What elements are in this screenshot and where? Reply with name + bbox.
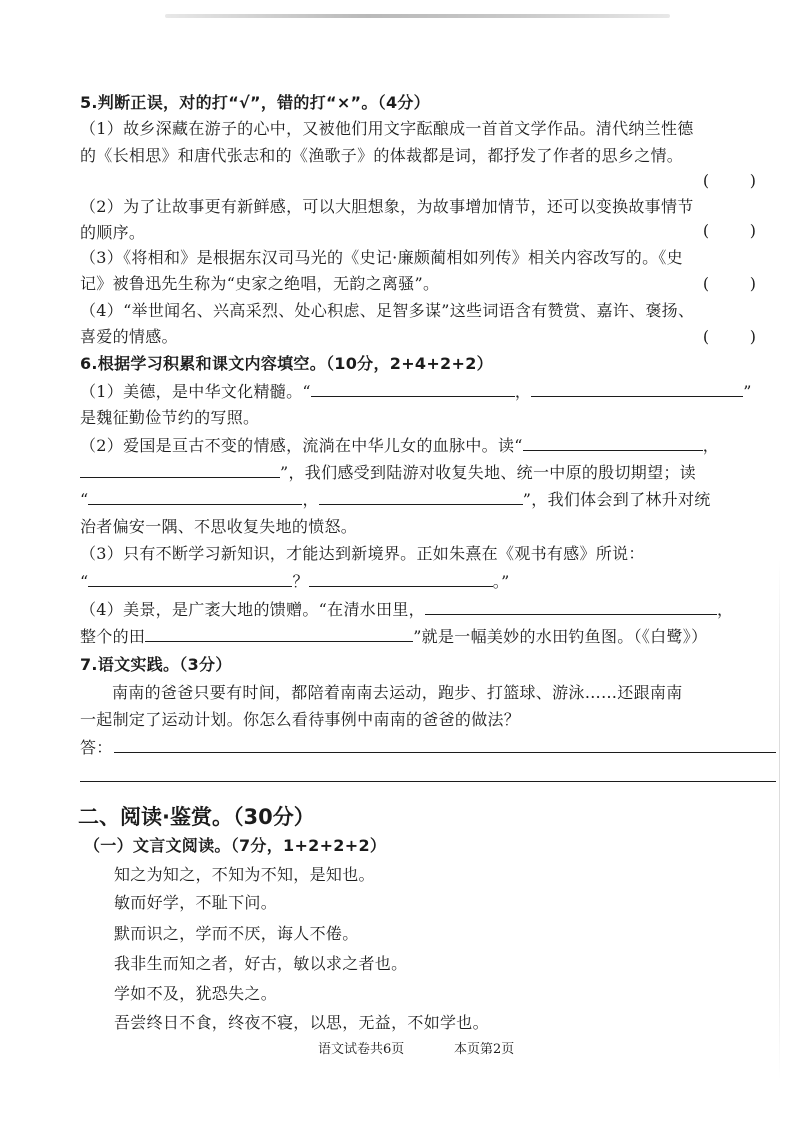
q5-item2-line1: （2）为了让故事更有新鲜感，可以大胆想象，为故事增加情节，还可以变换故事情节 <box>80 197 694 216</box>
q6-s3-line1: （3）只有不断学习新知识，才能达到新境界。正如朱熹在《观书有感》所说： <box>80 544 645 563</box>
q6-title: 6.根据学习积累和课文内容填空。（10分，2+4+2+2） <box>80 354 493 373</box>
q6-s4-blank1[interactable] <box>425 598 717 615</box>
q5-item3-line1: （3）《将相和》是根据东汉司马光的《史记·廉颇蔺相如列传》相关内容改写的。《史 <box>80 248 683 267</box>
q6-s4-line1 <box>80 598 733 621</box>
q6-s1-blank2[interactable] <box>531 380 743 397</box>
section2-title: 二、阅读·鉴赏。（30分） <box>78 805 315 829</box>
q7-title: 7.语文实践。（3分） <box>80 655 232 674</box>
q6-s3-blank2[interactable] <box>309 570 493 587</box>
q6-s4-blank2[interactable] <box>145 625 413 642</box>
q6-s1-line2: 是魏征勤俭节约的写照。 <box>80 408 260 427</box>
q6-s2-text: （2）爱国是亘古不变的情感，流淌在中华儿女的血脉中。读“ <box>80 436 523 455</box>
q7-answer-line2[interactable] <box>80 781 776 782</box>
q6-s4-text: （4）美景，是广袤大地的馈赠。“在清水田里， <box>80 600 425 619</box>
q7-paragraph-line1: 南南的爸爸只要有时间，都陪着南南去运动，跑步、打篮球、游泳……还跟南南 <box>112 683 683 702</box>
q5-item1-answer-box[interactable]: ( ) <box>702 171 756 190</box>
q6-s2-text3: ”，我们体会到了林升对统 <box>522 490 711 509</box>
q6-s1-close-quote: ” <box>743 382 752 401</box>
q5-item2-answer-box[interactable]: ( ) <box>702 221 756 240</box>
q6-s2-line1 <box>80 434 719 457</box>
q7-answer-label: 答： <box>80 738 113 757</box>
q7-paragraph-line2: 一起制定了运动计划。你怎么看待事例中南南的爸爸的做法？ <box>80 710 521 729</box>
q6-s1-comma: ， <box>514 382 532 401</box>
q6-s3-blank1[interactable] <box>88 570 292 587</box>
classic-line-6: 吾尝终日不食，终夜不寝，以思，无益，不如学也。 <box>114 1013 489 1032</box>
q5-item4-line1: （4）“举世闻名、兴高采烈、处心积虑、足智多谋”这些词语含有赞赏、嘉许、褒扬、 <box>80 301 695 320</box>
q6-s2-comma2: ， <box>302 490 319 509</box>
section2-sub1-title: （一）文言文阅读。（7分，1+2+2+2） <box>84 836 387 855</box>
q6-s4-text3: ”就是一幅美妙的水田钓鱼图。（《白鹭》） <box>413 627 708 646</box>
classic-line-2: 敏而好学，不耻下问。 <box>114 893 278 912</box>
q5-item1-line1: （1）故乡深藏在游子的心中，又被他们用文字酝酿成一首首文学作品。清代纳兰性德 <box>80 119 694 138</box>
q5-item2-line2: 的顺序。 <box>80 223 146 242</box>
classic-line-3: 默而识之，学而不厌，诲人不倦。 <box>114 924 359 943</box>
q5-item4-answer-box[interactable]: ( ) <box>702 327 756 346</box>
scan-right-edge <box>779 560 780 1080</box>
footer-page-number: 本页第2页 <box>454 1042 515 1057</box>
scan-top-edge <box>165 14 670 18</box>
footer-total-pages: 语文试卷共6页 <box>318 1042 405 1057</box>
classic-line-5: 学如不及，犹恐失之。 <box>114 984 278 1003</box>
classic-line-4: 我非生而知之者，好古，敏以求之者也。 <box>114 954 408 973</box>
q5-item1-line2: 的《长相思》和唐代张志和的《渔歌子》的体裁都是词，都抒发了作者的思乡之情。 <box>80 146 684 165</box>
q6-s4-text2: 整个的田 <box>80 627 146 646</box>
q6-s2-open-quote: “ <box>80 490 89 509</box>
q5-item3-line2: 记》被鲁迅先生称为“史家之绝唱，无韵之离骚”。 <box>80 274 440 293</box>
q6-s1-blank1[interactable] <box>311 380 515 397</box>
q6-s4-comma: ， <box>716 600 734 619</box>
q6-s2-line4: 治者偏安一隅、不思收复失地的愤怒。 <box>80 517 358 536</box>
q6-s2-blank4[interactable] <box>319 488 523 505</box>
q6-s2-blank1[interactable] <box>523 434 703 451</box>
q6-s4-line2 <box>80 625 707 648</box>
q5-title: 5.判断正误，对的打“√”，错的打“×”。（4分） <box>80 93 430 112</box>
q6-s1-text: （1）美德，是中华文化精髓。“ <box>80 382 311 401</box>
q6-s3-line2 <box>80 570 510 593</box>
q6-s2-line2 <box>80 461 696 484</box>
q6-s2-text2: ”，我们感受到陆游对收复失地、统一中原的殷切期望；读 <box>280 463 696 482</box>
q6-s3-close: 。” <box>492 572 510 591</box>
q6-s2-comma1: ， <box>702 436 720 455</box>
q5-item4-line2: 喜爱的情感。 <box>80 327 178 346</box>
q6-s1-line1 <box>80 380 752 403</box>
classic-line-1: 知之为知之，不知为不知，是知也。 <box>114 865 375 884</box>
q6-s2-blank2[interactable] <box>80 461 280 478</box>
q6-s3-open-quote: “ <box>80 572 89 591</box>
q6-s2-blank3[interactable] <box>88 488 302 505</box>
q6-s3-question: ？ <box>292 572 309 591</box>
q7-answer-line1[interactable] <box>114 752 776 753</box>
q5-item3-answer-box[interactable]: ( ) <box>702 274 756 293</box>
q6-s2-line3 <box>80 488 711 511</box>
